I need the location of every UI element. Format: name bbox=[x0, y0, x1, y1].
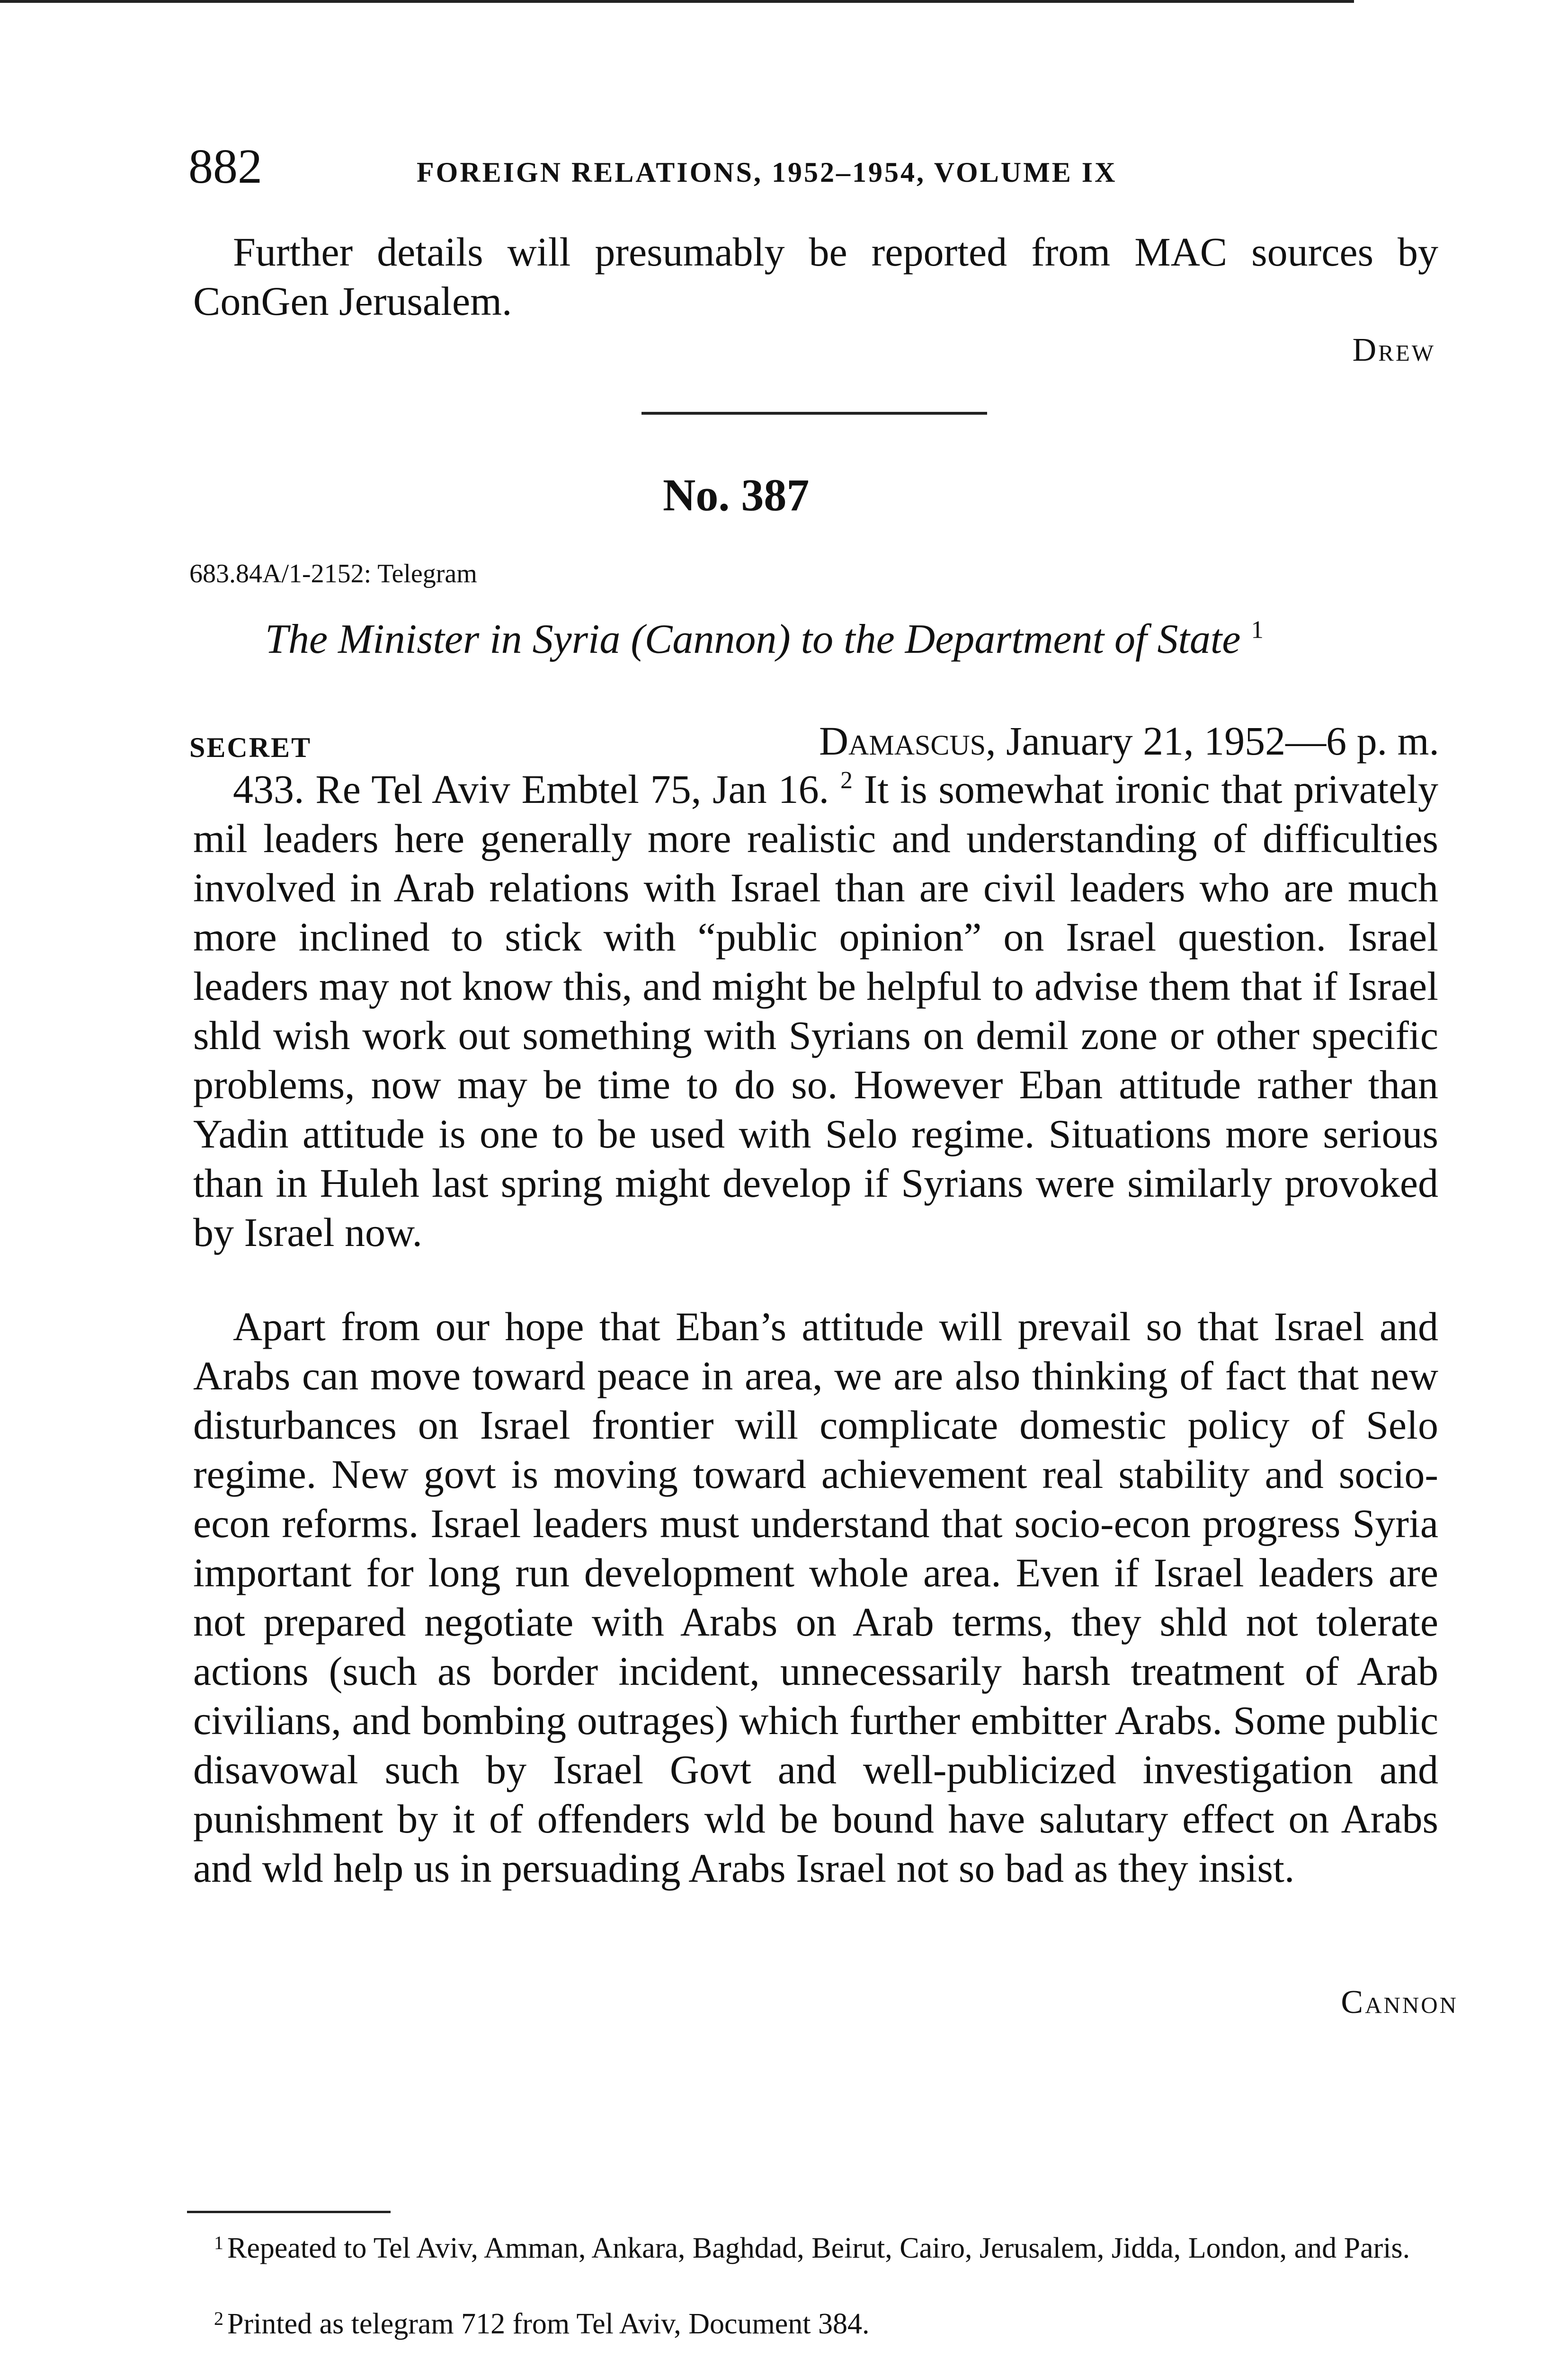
telegram-paragraph-2: Apart from our hope that Eban’s attitude will prevail so that Israel and Arabs can move toward peace in area, we are also thinking of fact that new disturbances on Israel frontier will complicate domestic policy of Selo regime. New govt is moving toward achievement real stability and socio-econ reforms. Israel leaders must understand that socio-econ progress Syria important for long run development whole area. Even if Israel leaders are not prepared negotiate with Arabs on Arab terms, they shld not tolerate actions (such as border incident, unnecessarily harsh treatment of Arab civilians, and bombing outrages) which further embitter Arabs. Some public disavowal such by Israel Govt and well-publicized investigation and punishment by it of offenders wld be bound have salutary effect on Arabs and wld help us in persuading Arabs Israel not so bad as they insist. bbox=[193, 1304, 1438, 1891]
page-number: 882 bbox=[188, 139, 262, 194]
document-number: No. 387 bbox=[663, 470, 810, 520]
footnote-ref-1: 1 bbox=[1251, 616, 1264, 644]
running-head: FOREIGN RELATIONS, 1952–1954, VOLUME IX bbox=[417, 157, 1117, 188]
dateline-date: , January 21, 1952—6 p. m. bbox=[986, 718, 1439, 764]
footnote-divider bbox=[187, 2211, 391, 2213]
paragraph-1-rest: It is somewhat ironic that privately mil leaders here generally more realistic and understanding of difficulties involved in Arab relations with Israel than are civil leaders who are much more inclined to stick with “public opinion” on Israel question. Israel leaders may not know this, and might be helpful to advise them that if Israel shld wish work out something with Syrians on demil zone or other specific problems, now may be time to do so. However Eban attitude rather than Yadin attitude is one to be used with Selo regime. Situations more serious than in Huleh last spring might develop if Syrians were similarly provoked by Israel now. bbox=[193, 766, 1439, 1255]
intro-paragraph: Further details will presumably be reported from MAC sources by ConGen Jerusalem. bbox=[193, 229, 1438, 324]
footnote-1-mark: 1 bbox=[214, 2232, 223, 2253]
footnote-ref-2: 2 bbox=[840, 767, 853, 794]
dateline-place: Damascus bbox=[819, 718, 986, 764]
dateline bbox=[734, 717, 1439, 765]
document-title bbox=[265, 615, 1264, 663]
section-divider bbox=[641, 412, 987, 415]
footnote-2-mark: 2 bbox=[214, 2308, 223, 2329]
document-title-text: The Minister in Syria (Cannon) to the Department of State bbox=[265, 616, 1241, 662]
file-reference: 683.84A/1-2152: Telegram bbox=[189, 559, 477, 588]
classification: SECRET bbox=[189, 732, 312, 763]
signature-cannon: Cannon bbox=[1341, 1984, 1458, 2020]
telegram-paragraph-1 bbox=[193, 765, 1438, 1257]
footnote-2 bbox=[193, 2301, 1452, 2342]
footnote-1 bbox=[193, 2225, 1452, 2266]
footnote-1-text: Repeated to Tel Aviv, Amman, Ankara, Baghdad, Beirut, Cairo, Jerusalem, Jidda, London, and Paris. bbox=[227, 2232, 1410, 2264]
signature-drew: Drew bbox=[1352, 332, 1435, 368]
top-edge-rule bbox=[0, 0, 1354, 3]
paragraph-1-start: 433. Re Tel Aviv Embtel 75, Jan 16. bbox=[233, 766, 829, 812]
footnote-2-text: Printed as telegram 712 from Tel Aviv, Document 384. bbox=[227, 2308, 870, 2340]
